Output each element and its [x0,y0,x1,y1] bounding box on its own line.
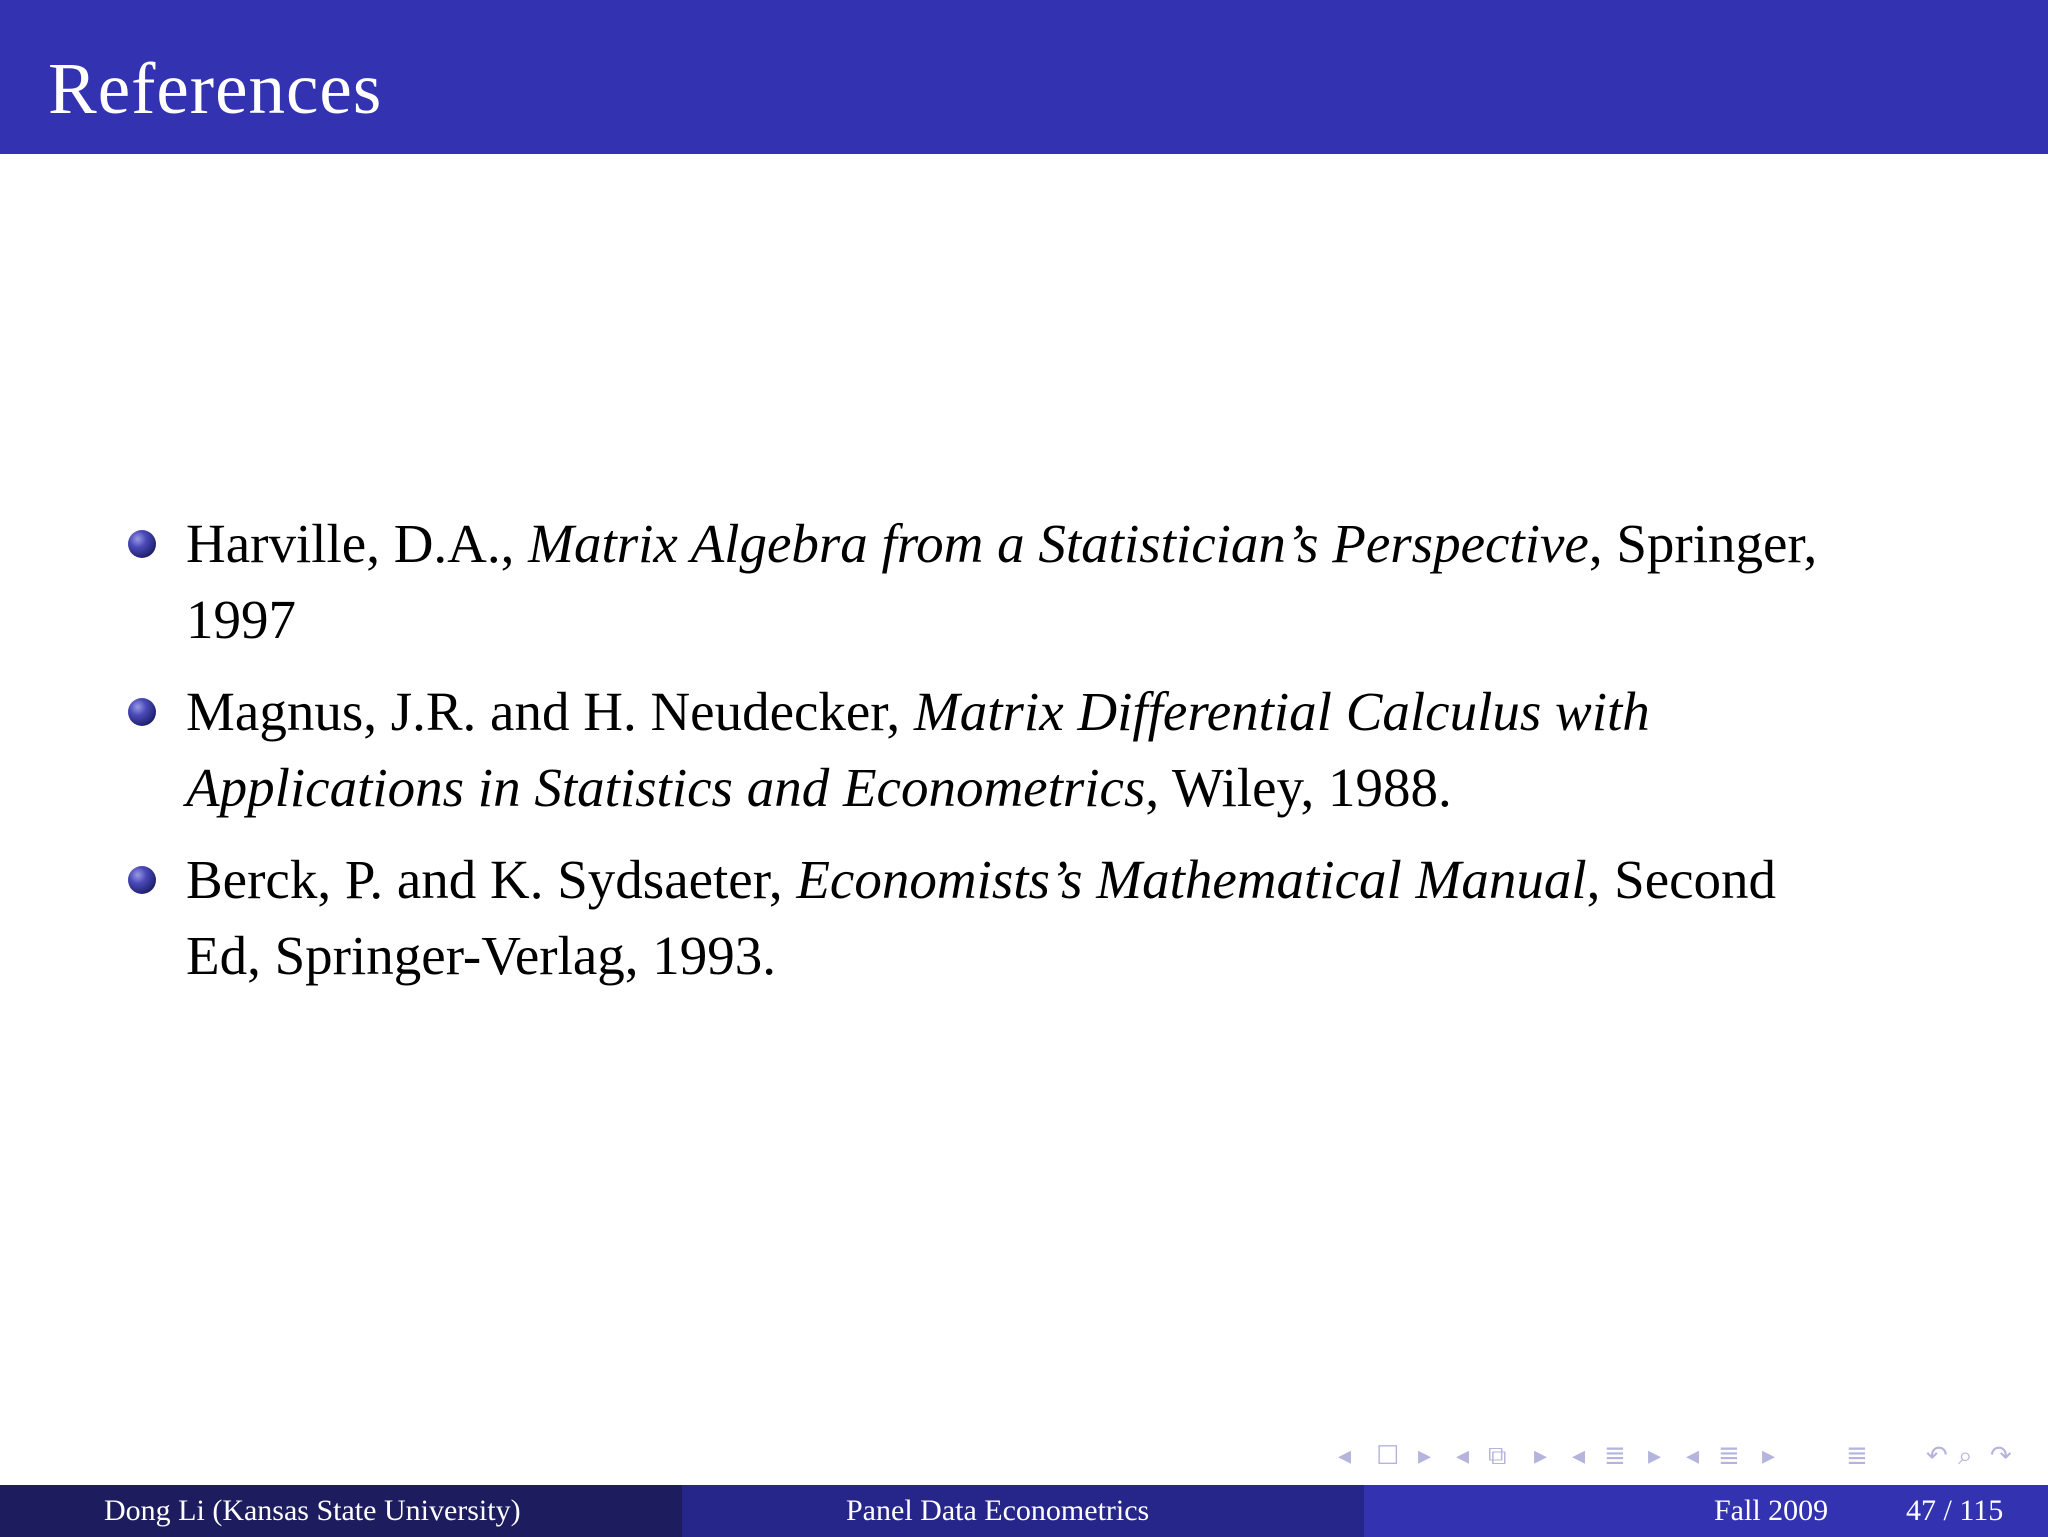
reference-publisher: , Wiley, 1988. [1145,757,1452,818]
subsubsection-icon[interactable]: ≣ [1718,1441,1740,1471]
reference-line [186,674,1986,750]
nav-left-arrow-icon[interactable]: ◂ [1456,1441,1470,1471]
footer-date: Fall 2009 [1714,1494,1829,1527]
bullet-icon [128,530,156,558]
footer-page-number: 47 / 115 [1906,1494,2004,1527]
nav-left-arrow-icon[interactable]: ◂ [1338,1441,1352,1471]
reference-author: Harville, D.A., [186,513,529,574]
bullet-icon [128,866,156,894]
footer-middle [682,1485,1364,1537]
frame-icon[interactable]: ☐ [1376,1441,1400,1471]
slide-title: References [48,48,383,129]
beamer-navigation-bar [1338,1434,2038,1478]
reference-year: 1997 [186,589,296,650]
slide-header [0,0,2048,154]
nav-right-arrow-icon[interactable]: ▸ [1762,1441,1776,1471]
search-icon[interactable]: ⌕ [1958,1441,1973,1471]
reference-title: Applications in Statistics and Econometrics [186,757,1146,818]
bullet-icon [128,698,156,726]
reference-line [186,918,1986,994]
footer-left [0,1485,682,1537]
nav-right-arrow-icon[interactable]: ▸ [1418,1441,1432,1471]
footer-right [1364,1485,2048,1537]
subsection-icon[interactable]: ⧉ [1488,1441,1507,1471]
reference-author: Berck, P. and K. Sydsaeter, [186,849,797,910]
nav-right-arrow-icon[interactable]: ▸ [1534,1441,1548,1471]
reference-line [186,506,1986,582]
reference-item [186,674,1986,826]
section-icon[interactable]: ≣ [1604,1441,1626,1471]
reference-item [186,842,1986,994]
slide-footer [0,1485,2048,1537]
reference-title: Matrix Algebra from a Statistician’s Perspective [528,513,1589,574]
nav-right-arrow-icon[interactable]: ▸ [1648,1441,1662,1471]
nav-left-arrow-icon[interactable]: ◂ [1572,1441,1586,1471]
reference-line [186,582,1986,658]
reference-title: Matrix Differential Calculus with [913,681,1650,742]
redo-icon[interactable]: ↷ [1990,1441,2012,1471]
reference-title: Economists’s Mathematical Manual [796,849,1587,910]
reference-line [186,842,1986,918]
align-icon[interactable]: ≣ [1846,1441,1868,1471]
reference-author: Magnus, J.R. and H. Neudecker, [186,681,914,742]
reference-publisher: Ed, Springer-Verlag, 1993. [186,925,777,986]
reference-line [186,750,1986,826]
undo-icon[interactable]: ↶ [1926,1441,1948,1471]
reference-edition: , Second [1586,849,1777,910]
reference-publisher: , Springer, [1588,513,1818,574]
footer-author: Dong Li (Kansas State University) [104,1494,521,1527]
nav-left-arrow-icon[interactable]: ◂ [1686,1441,1700,1471]
footer-course: Panel Data Econometrics [846,1494,1150,1527]
reference-item [186,506,1986,658]
